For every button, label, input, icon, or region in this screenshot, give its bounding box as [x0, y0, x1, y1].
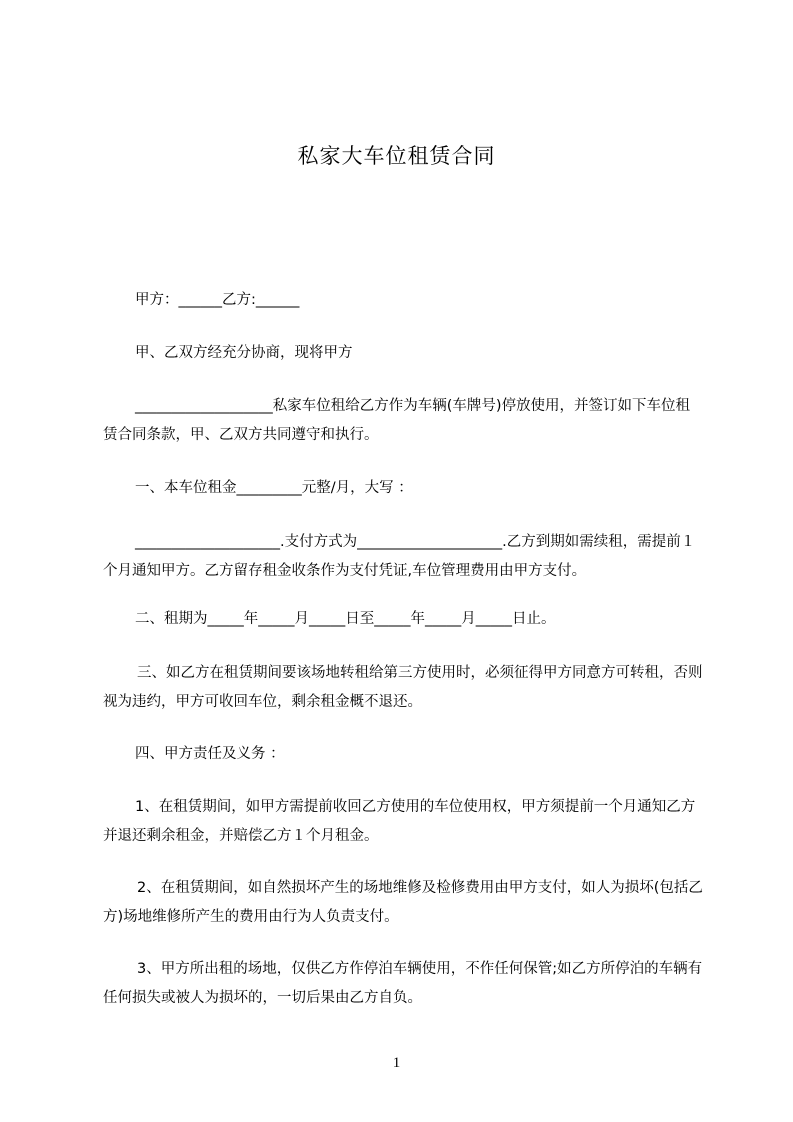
clause-1-payment: ____________________.支付方式为____________________.乙方到期如需续租，需提前１个月通知甲方。乙方留存租金收条作为支付凭证,车位管理费用由甲方支付。 [103, 534, 696, 579]
clause-3-sublease: 三、如乙方在租赁期间要该场地转租给第三方使用时，必须征得甲方同意方可转租，否则视为违约，甲方可收回车位，剩余租金概不退还。 [103, 665, 703, 710]
clause-4-item-1: 1、在租赁期间，如甲方需提前收回乙方使用的车位使用权，甲方须提前一个月通知乙方并退还剩余租金，并赔偿乙方１个月租金。 [103, 799, 696, 844]
page-number: 1 [392, 1055, 401, 1071]
agreement-intro: 甲、乙双方经充分协商，现将甲方 [135, 345, 353, 361]
clause-1-rent: 一、本车位租金_________元整/月，大写 ： [135, 480, 413, 496]
clause-2-term: 二、租期为_____年_____月_____日至_____年_____月_____日止。 [135, 611, 556, 627]
document-title: 私家大车位租赁合同 [297, 144, 496, 168]
clause-4-item-2: 2、在租赁期间，如自然损坏产生的场地维修及检修费用由甲方支付，如人为损坏(包括乙方)场地维修所产生的费用由行为人负责支付。 [103, 880, 703, 925]
clause-4-heading: 四、甲方责任及义务 ： [135, 746, 285, 762]
parking-lease-purpose: ___________________私家车位租给乙方作为车辆(车牌号)停放使用，并签订如下车位租赁合同条款，甲、乙双方共同遵守和执行。 [103, 398, 691, 443]
clause-4-item-3: 3、甲方所出租的场地，仅供乙方作停泊车辆使用，不作任何保管;如乙方所停泊的车辆有任何损失或被人为损坏的，一切后果由乙方自负。 [103, 961, 703, 1006]
party-names-line: 甲方：______乙方:______ [135, 292, 300, 308]
